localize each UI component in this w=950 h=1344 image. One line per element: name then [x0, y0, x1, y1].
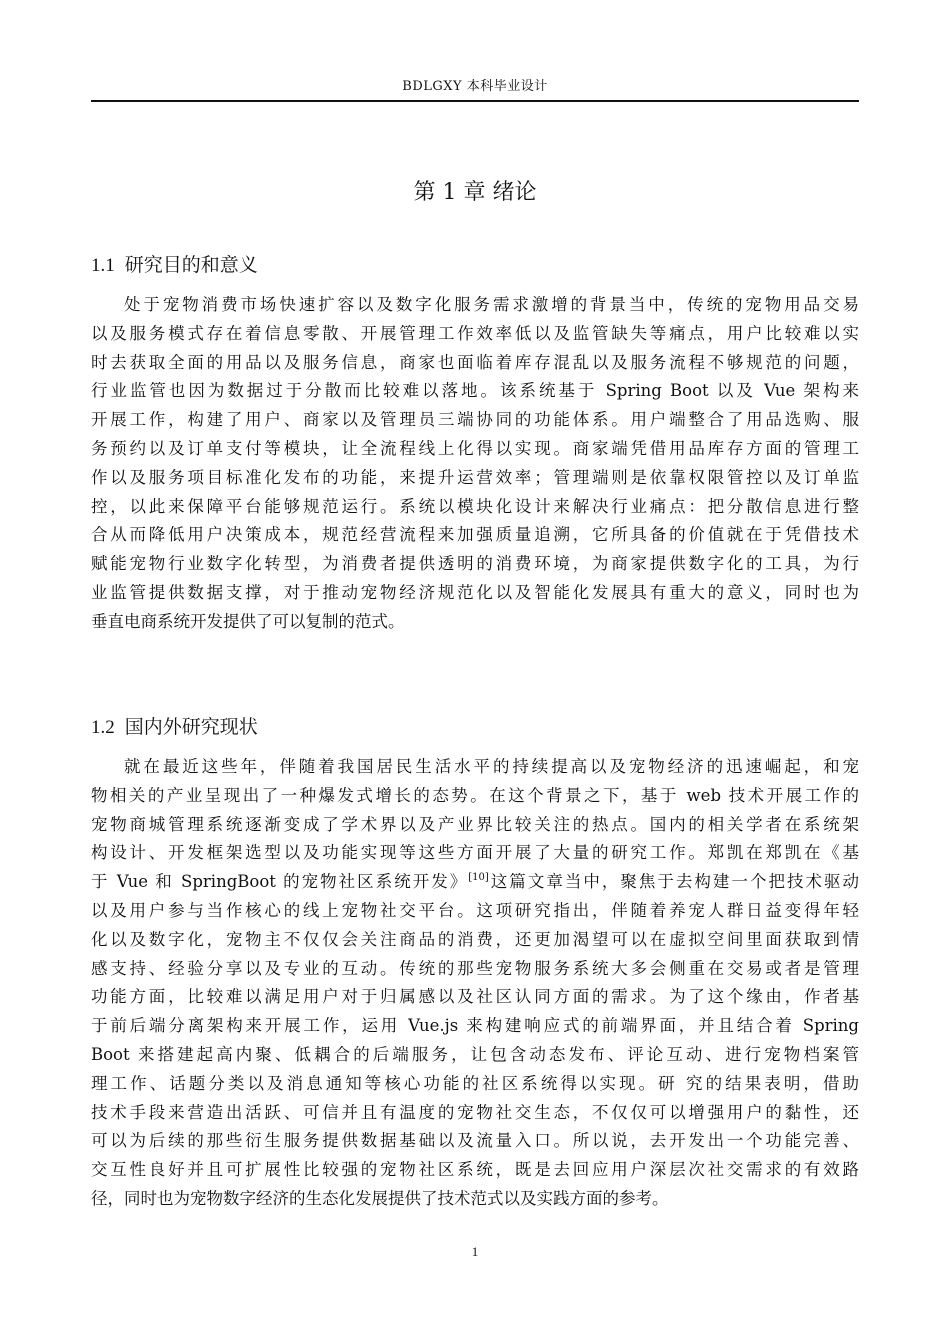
paragraph-line: 技术手段来营造出活跃、可信并且有温度的宠物社交生态，不仅仅可以增强用户的黏性，还	[91, 1102, 859, 1122]
paragraph-line: 理工作、话题分类以及消息通知等核心功能的社区系统得以实现。研 究的结果表明，借助	[91, 1073, 859, 1093]
paragraph-line: 就在最近这些年，伴随着我国居民生活水平的持续提高以及宠物经济的迅速崛起，和宠	[124, 757, 859, 776]
section-title: 国内外研究现状	[124, 716, 258, 738]
paragraph-line: 物相关的产业呈现出了一种爆发式增长的态势。在这个背景之下，基于 web 技术开展工作的	[91, 785, 859, 805]
section-number: 1.2	[91, 717, 115, 738]
section-heading-1-1	[91, 252, 258, 279]
paragraph-line: 垂直电商系统开发提供了可以复制的范式。	[91, 611, 405, 631]
paragraph-line: 构设计、开发框架选型以及功能实现等这些方面开展了大量的研究工作。郑凯在郑凯在《基	[91, 843, 859, 863]
paragraph-line: 于前后端分离架构来开展工作，运用 Vue.js 来构建响应式的前端界面，并且结合着 Spring	[91, 1016, 859, 1036]
paragraph-line: 功能方面，比较难以满足用户对于归属感以及社区认同方面的需求。为了这个缘由，作者基	[91, 987, 859, 1007]
paragraph-line: 以及用户参与当作核心的线上宠物社交平台。这项研究指出，伴随着养宠人群日益变得年轻	[91, 900, 859, 920]
paragraph-line: 化以及数字化，宠物主不仅仅会关注商品的消费，还更加渴望可以在虚拟空间里面获取到情	[91, 929, 859, 949]
paragraph-line: 感支持、经验分享以及专业的互动。传统的那些宠物服务系统大多会侧重在交易或者是管理	[91, 958, 859, 978]
paragraph-line: 处于宠物消费市场快速扩容以及数字化服务需求激增的背景当中，传统的宠物用品交易	[124, 295, 859, 314]
section-title: 研究目的和意义	[124, 254, 258, 276]
paragraph-line-with-citation	[91, 868, 859, 897]
paragraph-line: 径，同时也为宠物数字经济的生态化发展提供了技术范式以及实践方面的参考。	[91, 1188, 669, 1208]
paragraph-line: 控，以此来保障平台能够规范运行。系统以模块化设计来解决行业痛点：把分散信息进行整	[91, 496, 859, 516]
paragraph-line: 以及服务模式存在着信息零散、开展管理工作效率低以及监管缺失等痛点，用户比较难以实	[91, 323, 859, 343]
section-heading-1-2	[91, 714, 258, 741]
header-rule	[91, 100, 859, 102]
paragraph-line: 行业监管也因为数据过于分散而比较难以落地。该系统基于 Spring Boot 以及 Vue 架构来	[91, 381, 859, 401]
paragraph-line: 合从而降低用户决策成本，规范经营流程来加强质量追溯，它所具备的价值就在于凭借技术	[91, 525, 859, 545]
paragraph-line: Boot 来搭建起高内聚、低耦合的后端服务，让包含动态发布、评论互动、进行宠物档案管	[91, 1044, 859, 1064]
paragraph-line: 宠物商城管理系统逐渐变成了学术界以及产业界比较关注的热点。国内的相关学者在系统架	[91, 814, 859, 834]
section-1-1-paragraph	[91, 291, 859, 637]
paragraph-line: 务预约以及订单支付等模块，让全流程线上化得以实现。商家端凭借用品库存方面的管理工	[91, 438, 859, 458]
paragraph-line: 交互性良好并且可扩展性比较强的宠物社区系统，既是去回应用户深层次社交需求的有效路	[91, 1160, 859, 1180]
section-1-2-paragraph	[91, 753, 859, 1214]
paragraph-line: 开展工作，构建了用户、商家以及管理员三端协同的功能体系。用户端整合了用品选购、服	[91, 410, 859, 430]
chapter-title: 第 1 章 绪论	[413, 180, 537, 205]
page-number: 1	[471, 1244, 479, 1259]
paragraph-text: 于 Vue 和 SpringBoot 的宠物社区系统开发》	[91, 872, 469, 892]
paragraph-line: 业监管提供数据支撑，对于推动宠物经济规范化以及智能化发展具有重大的意义，同时也为	[91, 582, 859, 602]
paragraph-line: 可以为后续的那些衍生服务提供数据基础以及流量入口。所以说，去开发出一个功能完善、	[91, 1131, 859, 1151]
paragraph-line: 作以及服务项目标准化发布的功能，来提升运营效率；管理端则是依靠权限管控以及订单监	[91, 467, 859, 487]
paragraph-line: 时去获取全面的用品以及服务信息，商家也面临着库存混乱以及服务流程不够规范的问题，	[91, 352, 859, 372]
page-header: BDLGXY 本科毕业设计	[402, 79, 548, 94]
paragraph-line: 赋能宠物行业数字化转型，为消费者提供透明的消费环境，为商家提供数字化的工具，为行	[91, 554, 859, 574]
paragraph-text: 这篇文章当中，聚焦于去构建一个把技术驱动	[488, 872, 859, 892]
section-number: 1.1	[91, 255, 115, 276]
citation-ref: [10]	[468, 872, 489, 884]
